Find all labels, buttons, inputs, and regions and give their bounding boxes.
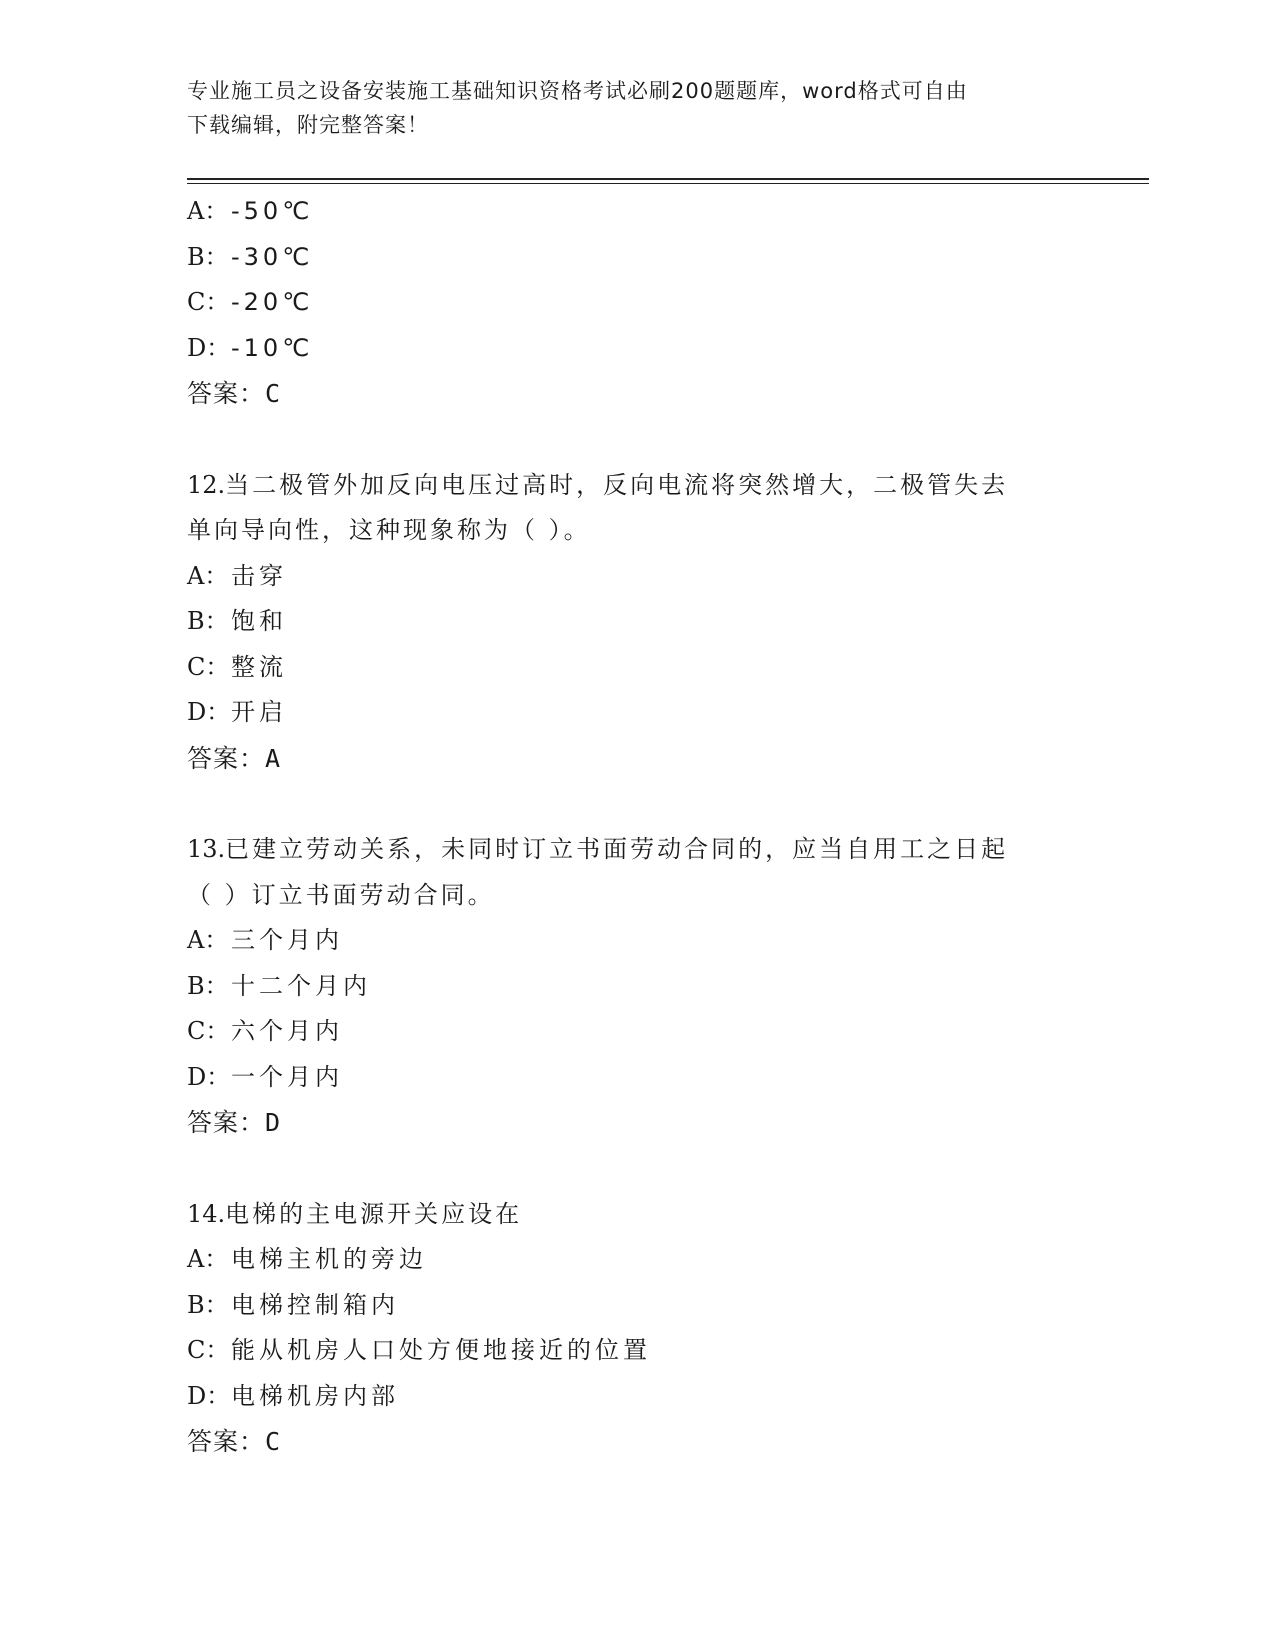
option-letter: B： [187,971,229,1000]
option-text: 整流 [231,652,287,681]
header-line-2: 下载编辑，附完整答案！ [187,113,429,137]
header-line-1: 专业施工员之设备安装施工基础知识资格考试必刷200题题库，word格式可自由 [187,79,968,103]
option-text: 一个月内 [231,1062,343,1091]
option-letter: D： [187,1062,231,1091]
option-b [187,235,1087,281]
answer-value: D [265,1108,282,1137]
option-letter: C： [187,1017,230,1045]
answer-label: 答案： [187,1427,266,1456]
answer-label: 答案： [187,1108,266,1137]
question-text: 电梯的主电源开关应设在 [225,1199,523,1228]
option-c [187,280,1087,326]
question-text: 当二极管外加反向电压过高时，反向电流将突然增大，二极管失去 [225,470,1009,499]
answer-line [187,736,1087,782]
answer-label: 答案： [187,379,266,408]
question-text-line-2: （ ）订立书面劳动合同。 [187,880,495,909]
option-d [187,690,1087,736]
option-text: -30℃ [231,242,314,271]
option-text: 电梯机房内部 [231,1381,399,1410]
option-d [187,1374,1087,1420]
option-text: 击穿 [231,561,287,590]
option-text: -10℃ [231,333,314,362]
option-letter: A： [187,926,229,954]
option-a [187,189,1087,235]
question-14 [187,1192,1087,1465]
option-text: 三个月内 [231,926,343,954]
option-text: 开启 [231,698,287,726]
question-text-line-1 [187,463,1087,509]
answer-line [187,371,1087,417]
question-text-line-1 [187,827,1087,873]
option-text: -50℃ [231,197,314,225]
answer-line [187,1419,1087,1465]
option-c [187,645,1087,691]
header-rule-thin [187,183,1149,184]
option-a [187,918,1087,964]
question-list [187,189,1087,1465]
question-number: 12. [187,470,226,499]
option-letter: B： [187,607,229,635]
header-rule-thick [187,178,1149,180]
option-text: 能从机房人口处方便地接近的位置 [231,1336,651,1364]
option-letter: C： [187,1336,230,1364]
option-letter: D： [187,1381,231,1410]
answer-value: C [265,379,282,408]
option-letter: B： [187,1290,229,1319]
option-letter: D： [187,698,231,726]
option-d [187,1055,1087,1101]
option-letter: C： [187,288,230,316]
option-b [187,964,1087,1010]
option-b [187,1283,1087,1329]
option-a [187,1237,1087,1283]
question-13 [187,827,1087,1146]
option-c [187,1328,1087,1374]
option-a [187,554,1087,600]
option-text: 饱和 [231,607,287,635]
option-letter: A： [187,1245,229,1273]
option-letter: A： [187,197,229,225]
option-text: 电梯控制箱内 [231,1290,399,1319]
option-letter: A： [187,561,229,590]
answer-value: C [265,1427,282,1456]
question-11 [187,189,1087,417]
option-d [187,326,1087,372]
document-header [187,74,1067,142]
option-text: 十二个月内 [231,971,371,1000]
question-12 [187,463,1087,782]
option-letter: D： [187,333,231,362]
question-number: 14. [187,1199,226,1228]
answer-value: A [265,743,282,773]
answer-label: 答案： [187,743,266,773]
question-text-line-1 [187,1192,1087,1238]
question-text-line-2: 单向导向性，这种现象称为（ ）。 [187,516,591,544]
option-text: 电梯主机的旁边 [231,1245,427,1273]
option-letter: B： [187,242,229,271]
option-c [187,1009,1087,1055]
option-b [187,599,1087,645]
question-text: 已建立劳动关系，未同时订立书面劳动合同的，应当自用工之日起 [225,835,1009,863]
option-text: -20℃ [231,288,314,316]
question-number: 13. [187,835,226,863]
option-text: 六个月内 [231,1017,343,1045]
option-letter: C： [187,652,230,681]
answer-line [187,1100,1087,1146]
